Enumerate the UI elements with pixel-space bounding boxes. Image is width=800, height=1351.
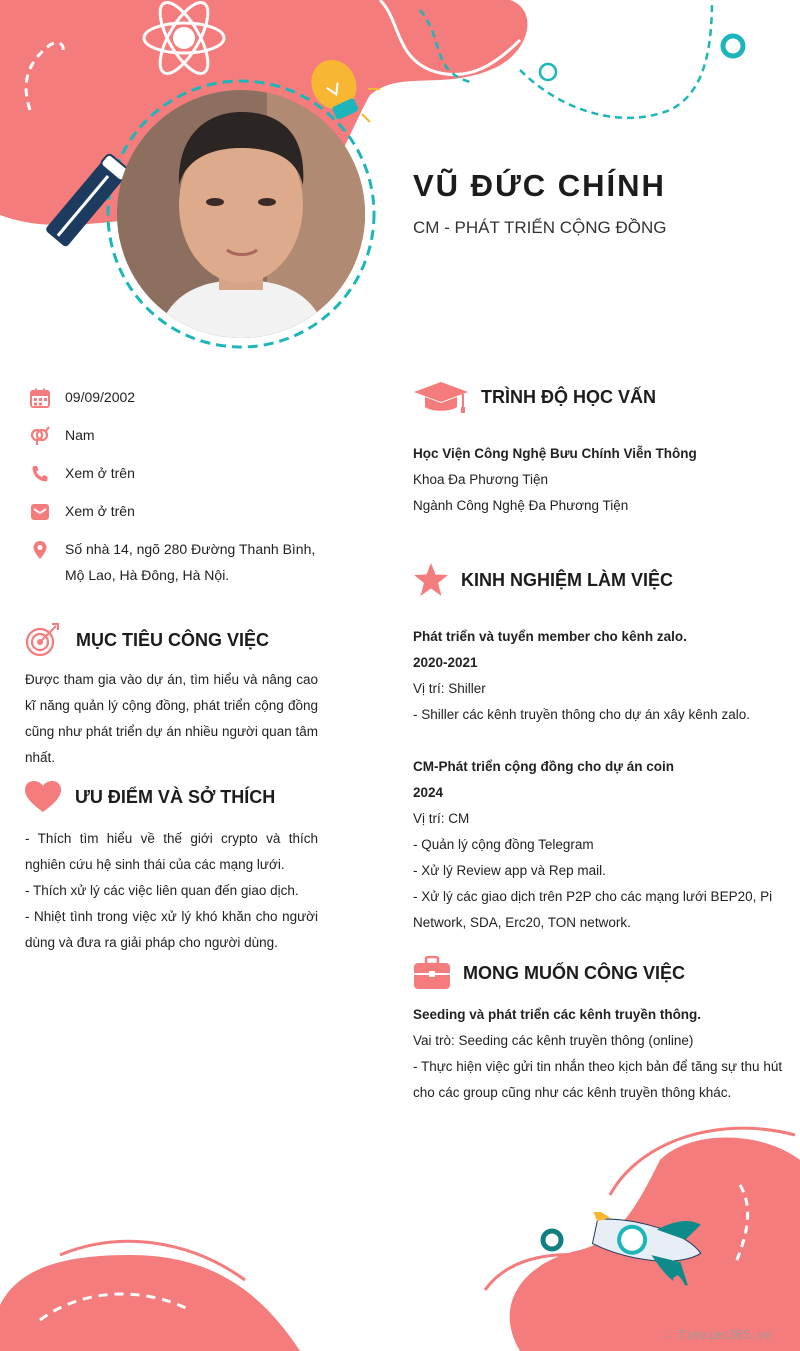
candidate-role: CM - PHÁT TRIỂN CỘNG ĐỒNG — [413, 218, 667, 237]
phone-icon — [30, 464, 50, 484]
job-position: Vị trí: CM — [413, 811, 470, 826]
job-position: Vị trí: Shiller — [413, 681, 486, 696]
briefcase-icon — [413, 956, 451, 990]
contact-address — [30, 540, 315, 588]
address-line-1: Số nhà 14, ngõ 280 Đường Thanh Bình, — [65, 541, 316, 557]
birthday-text: 09/09/2002 — [65, 389, 136, 405]
contact-gender — [30, 426, 95, 448]
calendar-icon — [30, 388, 50, 408]
desire-section-header — [413, 956, 685, 990]
experience-title: KINH NGHIỆM LÀM VIỆC — [461, 569, 674, 590]
mail-icon — [30, 502, 50, 522]
location-icon — [30, 540, 50, 560]
contact-phone — [30, 464, 135, 486]
contact-email — [30, 502, 135, 524]
desire-heading: Seeding và phát triển các kênh truyền thông. — [413, 1007, 702, 1022]
experience-job — [413, 754, 783, 936]
desire-title: MONG MUỐN CÔNG VIỆC — [463, 962, 686, 983]
objective-text: Được tham gia vào dự án, tìm hiểu và nâng cao kĩ năng quản lý cộng đồng, phát triển cộng đồng cũng như phát triển dự án nhiều người quan tâm nhất. — [25, 672, 318, 765]
objective-title: MỤC TIÊU CÔNG VIỆC — [76, 629, 270, 650]
strength-item: - Thích xử lý các việc liên quan đến giao dịch. — [25, 883, 299, 898]
objective-section-header — [24, 622, 269, 658]
education-major: Ngành Công Nghệ Đa Phương Tiện — [413, 498, 629, 513]
strengths-list — [25, 826, 318, 956]
education-school: Học Viện Công Nghệ Bưu Chính Viễn Thông — [413, 446, 697, 461]
candidate-name: VŨ ĐỨC CHÍNH — [413, 168, 666, 203]
education-title: TRÌNH ĐỘ HỌC VẤN — [481, 386, 656, 407]
rocket-icon — [580, 1212, 730, 1312]
gender-text: Nam — [65, 427, 95, 443]
strengths-title: ƯU ĐIỂM VÀ SỞ THÍCH — [75, 786, 276, 807]
desire-text: - Thực hiện việc gửi tin nhắn theo kịch bản để tăng sự thu hút cho các group cũng như các kênh truyền thông khác. — [413, 1059, 783, 1100]
strength-item: - Nhiệt tình trong việc xử lý khó khăn cho người dùng và đưa ra giải pháp cho người dùng. — [25, 909, 318, 950]
job-heading: CM-Phát triển cộng đồng cho dự án coin — [413, 759, 675, 774]
graduation-cap-icon — [413, 380, 469, 414]
education-details — [413, 441, 783, 519]
heart-icon — [24, 780, 62, 814]
education-section-header — [413, 380, 656, 414]
job-heading: Phát triển và tuyển member cho kênh zalo. — [413, 629, 687, 644]
gender-icon — [30, 426, 50, 446]
desire-details — [413, 1002, 783, 1106]
avatar — [117, 90, 365, 338]
experience-job — [413, 624, 783, 728]
address-text — [65, 536, 315, 588]
experience-section-header — [413, 562, 673, 598]
job-period: 2024 — [413, 785, 444, 800]
desire-role: Vai trò: Seeding các kênh truyền thông (online) — [413, 1033, 694, 1048]
target-icon — [24, 622, 60, 658]
job-task: - Xử lý các giao dịch trên P2P cho các mạng lưới BEP20, Pi Network, SDA, Erc20, TON network. — [413, 889, 773, 930]
education-faculty: Khoa Đa Phương Tiện — [413, 472, 548, 487]
job-period: 2020-2021 — [413, 655, 478, 670]
phone-text: Xem ở trên — [65, 465, 135, 481]
strength-item: - Thích tìm hiểu về thế giới crypto và thích nghiên cứu hệ sinh thái của các mạng lưới. — [25, 831, 318, 872]
job-task: - Quản lý cộng đồng Telegram — [413, 837, 594, 852]
watermark: ∴ Timviec365.vn — [663, 1328, 772, 1342]
star-icon — [413, 562, 449, 598]
strengths-section-header — [24, 780, 275, 814]
job-task: - Shiller các kênh truyền thông cho dự án xây kênh zalo. — [413, 707, 750, 722]
email-text: Xem ở trên — [65, 503, 135, 519]
address-line-2: Mộ Lao, Hà Đông, Hà Nội. — [65, 567, 230, 583]
job-task: - Xử lý Review app và Rep mail. — [413, 863, 606, 878]
contact-birthday — [30, 388, 135, 410]
atom-icon — [139, 0, 229, 90]
